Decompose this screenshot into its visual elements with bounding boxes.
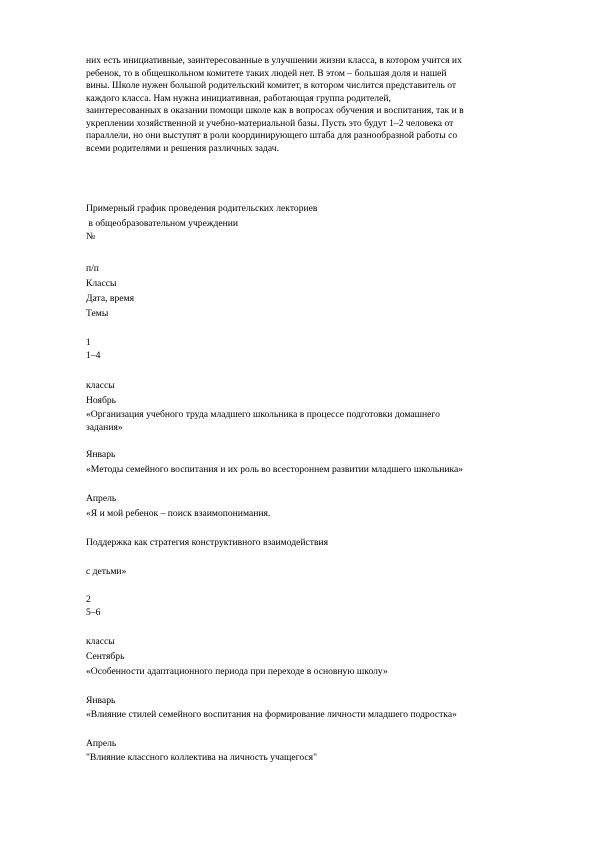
entry-topic-continued: с детьми» (86, 566, 127, 577)
entry-month: Январь (86, 695, 116, 706)
entry-month: Январь (86, 449, 116, 460)
intro-line: укреплении хозяйственной и учебно-материальной базы. Пусть это будут 1–2 человека от (86, 117, 454, 129)
header-classes: Классы (86, 278, 117, 289)
intro-line: параллели, но они выступят в роли координирующего штаба для разнообразной работы со (86, 130, 458, 141)
schedule-title: Примерный график проведения родительских лекториев (86, 203, 318, 214)
entry-topic: «Организация учебного труда младшего школьника в процессе подготовки домашнего (86, 409, 440, 420)
entry-topic: «Влияние стилей семейного воспитания на формирование личности младшего подростка» (86, 709, 457, 720)
intro-line: всеми родителями и решения различных задач. (86, 142, 280, 154)
group-classes-word: классы (86, 380, 115, 391)
entry-topic: задания» (86, 422, 123, 433)
header-number-sub: п/п (86, 263, 99, 274)
entry-topic: «Особенности адаптационного периода при переходе в основную школу» (86, 666, 388, 677)
entry-topic-continued: Поддержка как стратегия конструктивного взаимодействия (86, 537, 329, 548)
entry-topic: "Влияние классного коллектива на личность учащегося" (86, 752, 317, 763)
intro-line: вины. Школе нужен большой родительский комитет, в котором числится представитель от (86, 80, 457, 91)
entry-month: Сентябрь (86, 651, 125, 662)
schedule-subtitle: в общеобразовательном учреждении (86, 218, 239, 229)
intro-line: заинтересованных в оказании помощи школе как в вопросах обучения и воспитания, так и в (86, 105, 464, 116)
entry-month: Апрель (86, 493, 117, 504)
group-classes-word: классы (86, 636, 115, 647)
header-date: Дата, время (86, 293, 134, 304)
entry-topic: «Я и мой ребенок – поиск взаимопонимания. (86, 508, 271, 519)
header-topics: Темы (86, 308, 109, 319)
entry-month: Ноябрь (86, 395, 117, 406)
group-number: 2 (86, 594, 91, 605)
entry-month: Апрель (86, 738, 117, 749)
group-class-range: 1–4 (86, 350, 101, 361)
intro-line: каждого класса. Нам нужна инициативная, работающая группа родителей, (86, 92, 391, 104)
group-number: 1 (86, 337, 91, 348)
group-class-range: 5–6 (86, 607, 101, 618)
intro-paragraph (86, 55, 556, 155)
intro-line: ребенок, то в общешкольном комитете таких людей нет. В этом – большая доля и нашей (86, 67, 447, 79)
header-number: № (86, 231, 96, 242)
entry-topic: «Методы семейного воспитания и их роль во всестороннем развитии младшего школьника» (86, 464, 464, 475)
intro-line: них есть инициативные, заинтересованные в улучшении жизни класса, в котором учится их (86, 55, 462, 66)
